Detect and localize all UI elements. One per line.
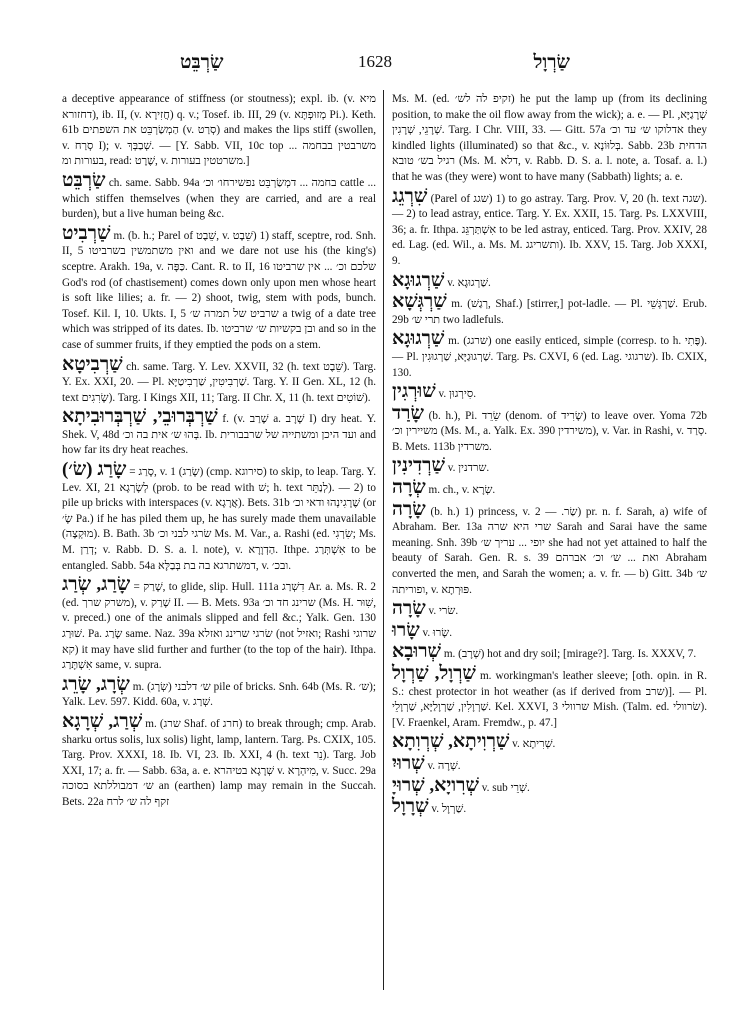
dictionary-entry <box>62 673 376 711</box>
entry-text: v. שְׁרִיתָא. <box>512 738 556 751</box>
dictionary-entry <box>392 752 707 775</box>
entry-text: m. (שרג Shaf. of חרג) to break through; cmp. Arab. sharku ortus solis, lux solis) light, lamp, lantern. Targ. Ps. CXIX, 105. Targ. Prov. XXXI, 18. Ib. VI, 23. Ib. XXI, 4 (h. text נֵר). Targ. Job XXI, 17; a. fr. — Sabb. 63a, a. e. שְׁרָגָא בטיהרא v. מִיהְרָא, v. Succ. 29a ש׳ דמבוללתא בסוכה an (earthen) lamp may remain in the Succah. Bets. 22a זקף לה ש׳ לרח <box>62 717 377 808</box>
entry-text: v. שׂרי. <box>428 605 459 618</box>
entry-text: v. שרדנין. <box>447 462 490 475</box>
entry-text: v. שַׁרְוָל. <box>431 803 467 816</box>
entry-headword: שַׁרְוָל, שַׁרְוָל <box>392 663 476 684</box>
dictionary-entry <box>62 408 376 459</box>
entry-text: v. שַׁרְגוּגָא. <box>447 276 491 289</box>
entry-text: v. sub שְׁרֵי. <box>481 781 530 794</box>
entry-headword: שְׁרִויָא, שְׁרוּיָ <box>392 774 479 796</box>
entry-headword: שְׁרַג, שְׁרָגָא <box>62 710 143 732</box>
entry-text: v. שָׂרוּ. <box>422 626 452 639</box>
entry-headword: שַׁרְבְּרוּבֵי, שַׁרְבְּרוּבִיתָא <box>62 406 218 428</box>
entry-headword: שׁוּרְגִין <box>392 381 436 403</box>
dictionary-entry <box>392 665 707 731</box>
entry-text: m. workingman's leather sleeve; [oth. opin. in R. S.: chest protector in hot weather (as if derived from שרב)]. — Pl. שַׁרְוָלִין, שַׁרְוָלַיָּא, שַׁרְוָלֵי. Kel. XXVI, 3 שרוולי Mish. (Talm. ed. שׂרוולי). [V. Fraenkel, Aram. Fremdw., p. 47.] <box>392 670 708 729</box>
header-right-guide-word: שַׂרְוָל <box>533 52 570 73</box>
entry-text: ch. same. Sabb. 94a בחמה ... דמְשַׂרְבֵּט נפשירחו׳ וכ׳ cattle ... which stiffen themselves (when they are carried, and are a real burden), but a live human being &c. <box>62 176 376 221</box>
entry-text: ch. same. Targ. Y. Lev. XXVII, 32 (h. text שֵׁבֶט). Targ. Y. Ex. XXI, 20. — Pl. שַׁרְבִיטִין, שַׁרְבִיטַיָּא. Targ. Y. II Gen. XL, 12 (h. text שָׂרִגִים). Targ. I Kings XII, 11; Targ. II Chr. X, 11 (h. text שׁוֹטִים). <box>62 360 376 404</box>
entry-text: Ms. M. (ed. זקיפ לה לש׳) he put the lamp up (from its declining position, to make the oil flow away from the wick); a. e. — Pl. שְׁרָגַיָּא, שְׁרָגֵי, שְׁרָגִין. Targ. I Chr. VIII, 33. — Gitt. 57a אדלוקו ש׳ עד וכ׳ they kindled lights (illuminated) so that &c., v. בְּלוּוֹנָא. Sabb. 23b הדחית רגיל בש׳ טובא (Ms. M. דלא, v. Rabb. D. S. a. l. note, a. Tosaf. a. l.) that he was (they were) wont to have many (Sabbath) lights; a. e. <box>392 93 708 183</box>
dictionary-entry <box>62 576 376 674</box>
page-header <box>40 52 710 78</box>
entry-headword: שָׂרָה <box>392 498 426 520</box>
dictionary-entry <box>392 600 707 620</box>
dictionary-entry <box>392 269 707 292</box>
dictionary-entry <box>62 461 376 574</box>
entry-text: a deceptive appearance of stiffness (or stoutness); expl. ib. (v. מיא דחזורא), ib. II, (v. חֲזִירָא) q. v.; Tosef. ib. III, 29 (v. מְזוּפְתָּא Pi.). Keth. 61b הַמְשַׂרְבֵּט את השפתים (v. סְרַט) and makes the lips stiff (swollen, v. סְרַח I); v. שְׁבַבְּךְ. — [Y. Sabb. VII, 10c top ... משרבטין בבחמה בעורות ומ, read: שֶׁרֶט, v. משרטטין בעורות.] <box>62 93 377 168</box>
dictionary-entry <box>392 457 707 477</box>
entry-headword: שַׁרְגוּגָא <box>392 269 445 291</box>
entry-text: m. (שְׂרָג) ש׳ דלבני pile of bricks. Snh. 64b (Ms. R. ש׳); Yalk. Lev. 597. Kidd. 60a, v. שְׁרַג. <box>62 680 376 709</box>
entry-text: (Parel of שגג) 1) to go astray. Targ. Prov. V, 20 (h. text שגה). — 2) to lead astray, entice. Targ. Y. Ex. XXII, 15. Targ. Ps. LXXVIII, 36; a. fr. Ithpa. אִשְׁתַּרְגֵּג to be led astray, enticed. Targ. Prov. XXIV, 28 ed. Lag. (ed. Wil., a. Ms. M. ותשריגג). Ib. XXV, 15. Targ. Job XXXI, 9. <box>392 192 708 267</box>
entry-headword: שָׂרַד <box>392 402 424 424</box>
left-column <box>62 92 376 813</box>
page-number: 1628 <box>358 52 392 71</box>
entry-headword: שִׁרְגֵג <box>392 185 428 207</box>
entry-headword: שַׁרְדִינִין <box>392 455 445 477</box>
dictionary-entry <box>392 643 707 663</box>
dictionary-entry <box>392 733 707 753</box>
dictionary-entry <box>392 383 707 403</box>
entry-text: = סָרַג, v. שָׂרַג) 1) (cmp. סירוגא) to skip, to leap. Targ. Y. Lev. XI, 21 לְשָׂרְגָא (prob. to be read with שׁ; h. text לְנַתֵּר). — 2) to pile up bricks with interspaces (v. אֲרָגָא). Bets. 31b שֶׁרָגִינְהוּ ודאי וכ׳ (or שָׂ׳ Pa.) if he has piled them up, he has surely made them unavailable (מוּקְצֶה). B. Bath. 3b שׂרגי לבני וכ׳ Ms. M. Var., a. Rashi (ed. שִׂרְגִי; Ms. M. דְרַן; v. Rabb. D. S. a. l. note), v. הַדְוָרָא. Ithpe. אִשְׁתְּרַג to be entangled. Sabb. 54a דמשתרגא בה בת בְּבַלָּא, v. ובכ׳. <box>62 466 376 572</box>
entry-text: m. (רְגַשׁ, Shaf.) [stirrer,] pot-ladle. — Pl. שַׁרְגְּשֵׁי. Erub. 29b תרי ש׳ two ladlefuls. <box>392 298 708 326</box>
dictionary-entry <box>392 798 707 818</box>
entry-headword: שַׁרְגְּשָׁא <box>392 291 447 313</box>
dictionary-entry <box>62 710 377 811</box>
entry-headword: שַׁרְבִיט <box>62 222 111 244</box>
entry-headword: שָׂרָה <box>392 598 426 620</box>
entry-headword: שַׁרְוִיתָא, שְׁרְוִתָא <box>392 731 510 753</box>
header-left-guide-word: שַׂרְבֵּט <box>180 52 224 73</box>
entry-text: m. ch., v. שְׂרָא. <box>428 484 496 497</box>
entry-headword: שַׁרְבִיטָא <box>62 353 123 375</box>
entry-text: m. (שרגג) one easily enticed, simple (corresp. to h. פֶּתִי). — Pl. שַׁרְגוּגַיָּא, שַׁרְגוּגִין. Targ. Ps. CXVI, 6 (ed. Lag. שרגוגי). Ib. CXIX, 130. <box>392 335 707 379</box>
entry-headword: שְׁרוּבָא <box>392 641 442 663</box>
entry-continuation <box>392 92 707 186</box>
entry-headword: שָׂרַג (שׂ׳) <box>62 459 127 481</box>
entry-text: m. (שְׁרָב) hot and dry soil; [mirage?]. Targ. Is. XXXV, 7. <box>443 648 697 661</box>
dictionary-entry <box>392 330 707 381</box>
dictionary-entry <box>392 498 708 599</box>
column-divider <box>383 90 384 990</box>
dictionary-entry <box>62 222 377 354</box>
dictionary-entry <box>392 619 707 642</box>
dictionary-entry <box>392 185 708 270</box>
entry-text: v. שְׁרָה. <box>427 759 461 772</box>
entry-text: (b. h.) 1) princess, v. שַׂר. — 2) pr. n. f. Sarah, a) wife of Abraham. Ber. 13a שרי היא שרה Sarah and Sarai have the same meaning. Snh. 39b יופי ... עריך ש׳ she had not yet attained to half the beauty of Sarah. Gen. R. s. 39 ואת ... ש׳ וכ׳ אברהם Abraham converted the men, and Sarah the women; a. v. fr. — b) Gitt. 34b ש׳ ופוריתה, v. פּוּרְתָא. <box>392 505 708 596</box>
entry-text: = שָׁרַק, to glide, slip. Hull. 111a דִשְׁרַג Ar. a. Ms. R. 2 (ed. משרק שרך), v. שָׁרַק II. — B. Mets. 93a שרינג חד וכ׳ (Ms. H. שִׁוּר, v. preced.) one of the animals slipped and fell &c.; Yalk. Gen. 130 שׁוּרַג. Pa. שָׂרַג same. Naz. 39a שׂרגי שרינג ואזלא (not ואזיל; Rashi שרוגי קא) it may have slid further and further (to the top of the hair). Ithpa. אִשְׁתָּרַג same, v. supra. <box>62 581 377 672</box>
entry-text: m. (b. h.; Parel of שֵׁבֶט, v. שֵׁבֶט) 1) staff, sceptre, rod. Snh. II, 5 ואין משתמשין בשרביטו and we dare not use his (the king's) sceptre. Arakh. 19a, v. כַּפָּה. Cant. R. to II, 16 שלכם וכ׳ ... אין שרביטו God's rod (of chastisement) comes down only upon men whose heart is soft like lilies; a. fr. — 2) shoot, twig, stem with pods, bunch. Tosef. Kil. I, 10. Ukts. I, 5 שרביט של תמרה ש׳ a twig of a date tree which was stripped of its dates. Ib. ובן בקשיות ש׳ שרביטו and so in the case of summer fruits, if they emptied the pods on a stem. <box>62 229 377 351</box>
entry-text: v. סִירְגוּן. <box>438 388 477 401</box>
dictionary-entry <box>62 169 376 223</box>
dictionary-entry <box>392 293 707 328</box>
entry-headword: שַׁרְגוּגָא <box>392 328 445 350</box>
entry-text: f. (v. שֶׁרַב a. שָׁרָב I) dry heat. Y. Shek. V, 48d בְּהוּ ש׳ אית בה וכ׳. Ib. ועד היכן ומשתייה של שרבבורית and how far its dry heat reaches. <box>62 413 377 457</box>
dictionary-entry <box>392 479 707 499</box>
dictionary-entry <box>392 774 707 797</box>
entry-headword: שְׁרָוָל <box>392 796 429 818</box>
right-column <box>392 92 707 820</box>
entry-headword: שַׂרְבֵּט <box>62 169 106 191</box>
dictionary-entry <box>62 353 376 407</box>
entry-headword: שְׂרָג, שָׂרֵג <box>62 673 130 695</box>
entry-headword: שָׂרַג, שְׂרַג <box>62 574 131 596</box>
entry-text: (b. h.), Pi. שֵׂרֵד (denom. of שָׂרִיד) to leave over. Yoma 72b משיירין וכ׳ (Ms. M., a. Yalk. Ex. 390 משירדין), v. Var. in Rashi, v. סְרַד. B. Mets. 113b משרדין. <box>392 409 708 453</box>
entry-headword: שְׁרוּיִ <box>392 752 425 774</box>
dictionary-entry <box>392 402 708 456</box>
entry-headword: שְׂרָה <box>392 477 426 499</box>
entry-continuation <box>62 92 376 170</box>
entry-headword: שָׂרוּ <box>392 619 420 641</box>
